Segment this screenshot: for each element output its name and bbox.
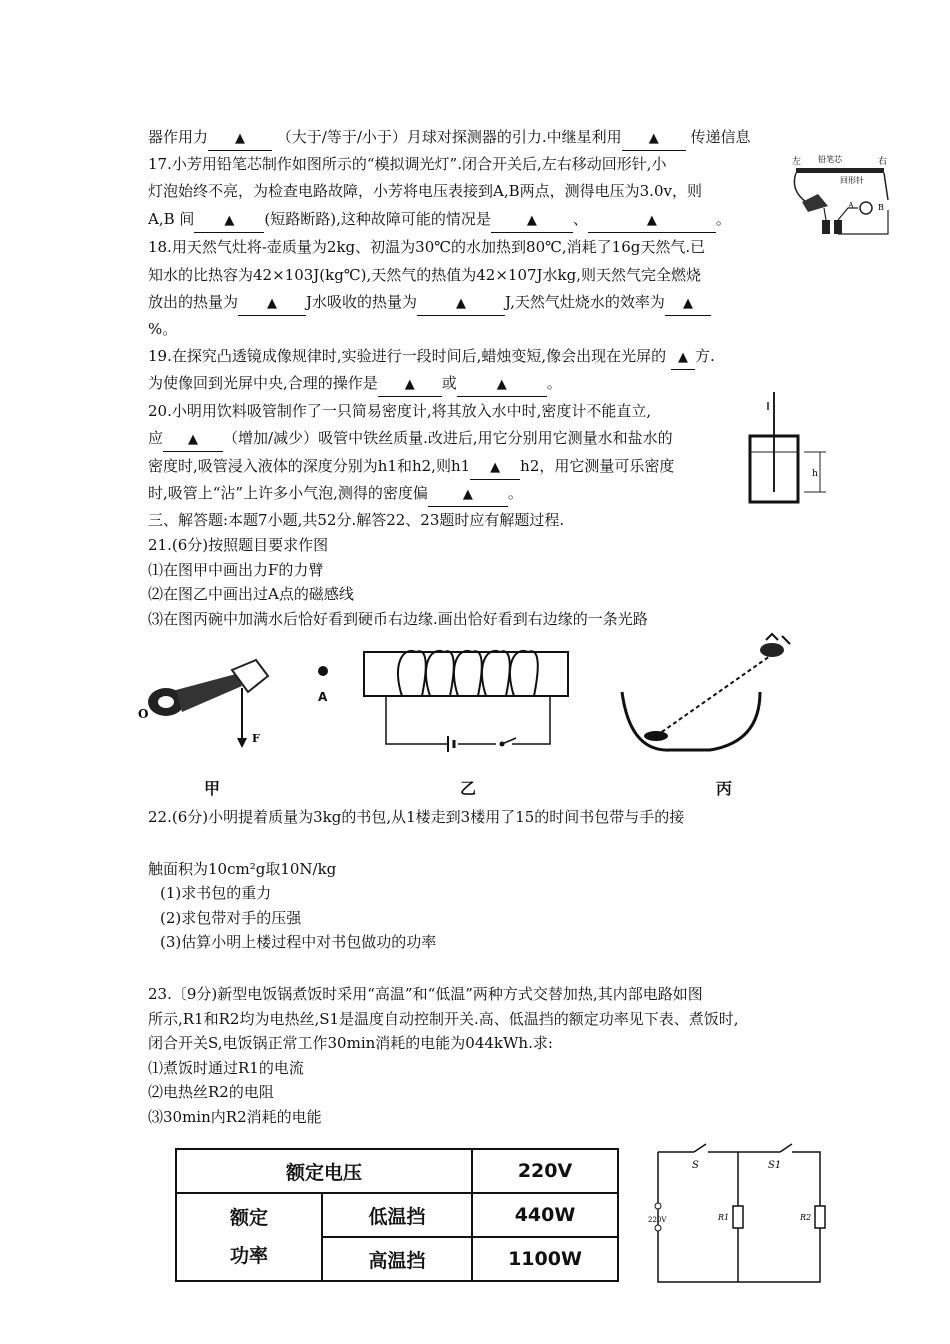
low-gear-label: 低温挡 — [322, 1193, 472, 1237]
fig-label-jia: 甲 — [204, 779, 221, 798]
answer-blank: ▲ — [588, 208, 716, 233]
answer-blank: ▲ — [491, 208, 573, 233]
q20-line3: 密度时,吸管浸入液体的深度分别为h1和h2,则h1 ▲ h2，用它测量可乐密度 — [148, 455, 674, 480]
q18-line3: 放出的热量为 ▲ J水吸收的热量为 ▲ J,天然气灶烧水的效率为 ▲ — [148, 291, 711, 316]
fig-label-yi: 乙 — [460, 779, 477, 798]
answer-blank: ▲ — [457, 372, 547, 397]
table-row — [176, 1193, 618, 1237]
point-a-dot — [318, 666, 328, 676]
switch-s-label: S — [692, 1160, 699, 1171]
q19-line1: 19.在探究凸透镜成像规律时,实验进行一段时间后,蜡烛变短,像会出现在光屏的 ▲ 方. — [148, 345, 715, 370]
source-voltage-label: 220V — [648, 1216, 667, 1224]
q20-line1: 20.小明用饮料吸管制作了一只简易密度计,将其放入水中时,密度计不能直立, — [148, 402, 652, 420]
table-row — [176, 1149, 618, 1193]
answer-blank: ▲ — [622, 126, 686, 151]
q16-text-a: 器作用力 — [148, 128, 209, 146]
solenoid-figure-yi — [362, 646, 572, 756]
switch-s1-label: S1 — [768, 1160, 782, 1171]
q21-item2: ⑵在图乙中画出过A点的磁感线 — [148, 585, 354, 603]
answer-blank: ▲ — [417, 291, 505, 316]
answer-blank: ▲ — [163, 427, 223, 452]
rated-voltage-label: 额定电压 — [176, 1149, 472, 1193]
q16-text-c: 传递信息 — [690, 128, 751, 146]
q18-line4: %。 — [148, 320, 178, 338]
fig-label-bing: 丙 — [716, 779, 733, 798]
q23-line2: 所示,R1和R2均为电热丝,S1是温度自动控制开关.高、低温挡的额定功率见下表、煮饭时, — [148, 1010, 739, 1028]
q16-text-b: （大于/等于/小于）月球对探测器的引力.中继星利用 — [276, 128, 622, 146]
resistor-r2-label: R2 — [800, 1213, 812, 1222]
point-a-label: A — [318, 690, 328, 704]
answer-blank: ▲ — [470, 455, 520, 480]
q22-item2: (2)求包带对手的压强 — [160, 909, 302, 927]
answer-blank: ▲ — [194, 208, 264, 233]
answer-blank: ▲ — [378, 372, 442, 397]
high-gear-label: 高温挡 — [322, 1237, 472, 1281]
section-3-heading: 三、解答题:本题7小题,共52分.解答22、23题时应有解题过程. — [148, 511, 565, 529]
answer-blank: ▲ — [208, 126, 272, 151]
fig-f-label: F — [252, 732, 260, 745]
densimeter-figure — [744, 388, 834, 506]
q23-line1: 23.〔9分)新型电饭锅煮饭时采用“高温”和“低温”两种方式交替加热,其内部电路如图 — [148, 985, 703, 1003]
fig-core-label: 铅笔芯 — [818, 155, 842, 164]
answer-blank: ▲ — [671, 345, 695, 370]
fig-a-label: A — [848, 201, 854, 210]
rated-power-table — [175, 1148, 619, 1282]
answer-blank: ▲ — [428, 482, 508, 507]
answer-blank: ▲ — [665, 291, 711, 316]
q23-item3: ⑶30min内R2消耗的电能 — [148, 1108, 322, 1126]
q18-line1: 18.用天然气灶将-壶质量为2kg、初温为30℃的水加热到80℃,消耗了16g天然气.已 — [148, 238, 706, 256]
q17-line1: 17.小芳用铅笔芯制作如图所示的“模拟调光灯”.闭合开关后,左右移动回形针,小 — [148, 155, 667, 173]
q16-line — [148, 126, 750, 151]
q17-line3: A,B 间 ▲ (短路断路),这种故障可能的情况是 ▲ 、 ▲ 。 — [148, 208, 731, 233]
q21-item3: ⑶在图丙碗中加满水后恰好看到硬币右边缘.画出恰好看到右边缘的一条光路 — [148, 610, 648, 628]
dimmer-lamp-figure — [788, 150, 896, 242]
fig-left-label: 左 — [792, 157, 802, 167]
q19-line2: 为使像回到光屏中央,合理的操作是 ▲ 或 ▲ 。 — [148, 372, 562, 397]
q22-line1: 22.(6分)小明提着质量为3kg的书包,从1楼走到3楼用了15的时间书包带与手的接 — [148, 808, 685, 826]
q23-item2: ⑵电热丝R2的电阻 — [148, 1083, 274, 1101]
q23-item1: ⑴煮饭时通过R1的电流 — [148, 1059, 304, 1077]
q21-item1: ⑴在图甲中画出力F的力臂 — [148, 561, 324, 579]
bowl-figure-bing — [610, 632, 810, 762]
fig-b-label: B — [878, 203, 884, 212]
q20-line2: 应 ▲ （增加/减少）吸管中铁丝质量.改进后,用它分别用它测量水和盐水的 — [148, 427, 673, 452]
low-gear-power: 440W — [472, 1193, 618, 1237]
fig-right-label: 右 — [878, 157, 888, 167]
q21-title: 21.(6分)按照题目要求作图 — [148, 536, 329, 554]
resistor-r1-label: R1 — [718, 1213, 730, 1222]
high-gear-power: 1100W — [472, 1237, 618, 1281]
q22-item3: (3)估算小明上楼过程中对书包做功的功率 — [160, 933, 437, 951]
fig-o-label: O — [138, 707, 149, 721]
q18-line2: 知水的比热容为42×103J(kg℃),天然气的热值为42×107J水kg,则天然气完全燃烧 — [148, 266, 702, 284]
answer-blank: ▲ — [238, 291, 306, 316]
q17-line2: 灯泡始终不亮，为检查电路故障，小芳将电压表接到A,B两点，测得电压为3.0v，则 — [148, 182, 702, 200]
fig-clip-label: 回形针 — [840, 176, 864, 185]
q23-line3: 闭合开关S,电饭锅正常工作30min消耗的电能为044kWh.求: — [148, 1034, 553, 1052]
rice-cooker-circuit — [646, 1140, 832, 1290]
rated-power-label: 额定 功率 — [176, 1193, 322, 1281]
q20-line4: 时,吸管上“沾”上许多小气泡,测得的密度偏 ▲ 。 — [148, 482, 523, 507]
q22-line2: 触面积为10cm²g取10N/kg — [148, 860, 337, 878]
wrench-figure-jia — [136, 652, 286, 752]
rated-voltage-value: 220V — [472, 1149, 618, 1193]
q22-item1: (1)求书包的重力 — [160, 884, 272, 902]
fig-h-label: h — [812, 469, 818, 479]
